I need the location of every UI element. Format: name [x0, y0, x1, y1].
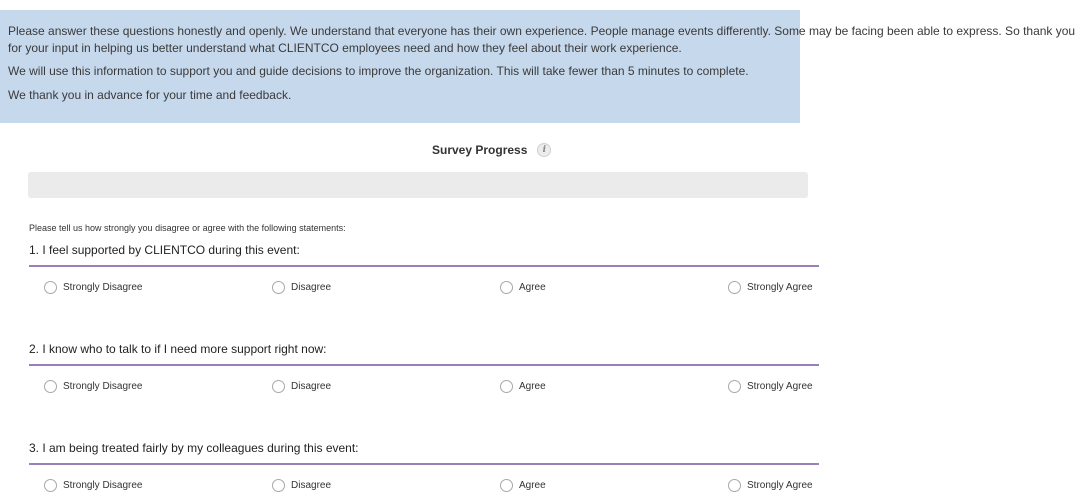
info-icon[interactable]: i: [537, 143, 551, 157]
option-disagree[interactable]: [272, 380, 331, 393]
option-agree[interactable]: [500, 281, 546, 294]
intro-panel: [0, 10, 1076, 123]
radio-button[interactable]: [272, 380, 285, 393]
radio-button[interactable]: [500, 380, 513, 393]
radio-button[interactable]: [500, 479, 513, 492]
option-strongly-agree[interactable]: [728, 281, 813, 294]
radio-button[interactable]: [728, 479, 741, 492]
option-label: Agree: [519, 480, 546, 491]
question-1: [29, 243, 819, 301]
option-label: Strongly Agree: [747, 282, 813, 293]
option-disagree[interactable]: [272, 281, 331, 294]
radio-button[interactable]: [44, 479, 57, 492]
option-strongly-disagree[interactable]: [44, 281, 142, 294]
intro-paragraph-1: Please answer these questions honestly and openly. We understand that everyone has their own experience. People manage events differently. Some may be facing been able to express. So thank you for your input in helping us better understand what CLIENTCO employees need and how they feel about their work experience.: [8, 24, 1076, 55]
question-title: 1. I feel supported by CLIENTCO during this event:: [29, 243, 819, 267]
option-strongly-agree[interactable]: [728, 479, 813, 492]
question-title: 3. I am being treated fairly by my colleagues during this event:: [29, 441, 819, 465]
question-title: 2. I know who to talk to if I need more support right now:: [29, 342, 819, 366]
answer-options: [29, 281, 819, 301]
intro-paragraph-3: We thank you in advance for your time and feedback.: [8, 88, 292, 102]
option-label: Strongly Disagree: [63, 381, 143, 392]
option-strongly-disagree[interactable]: [44, 380, 142, 393]
option-label: Strongly Disagree: [63, 480, 143, 491]
option-agree[interactable]: [500, 479, 546, 492]
option-label: Disagree: [291, 381, 332, 392]
question-2: [29, 342, 819, 400]
intro-paragraph-2: We will use this information to support you and guide decisions to improve the organization. This will take fewer than 5 minutes to complete.: [8, 64, 749, 78]
option-label: Disagree: [291, 480, 332, 491]
question-3: [29, 441, 819, 499]
option-label: Agree: [519, 381, 546, 392]
option-label: Strongly Agree: [747, 381, 813, 392]
radio-button[interactable]: [44, 281, 57, 294]
radio-button[interactable]: [272, 479, 285, 492]
radio-button[interactable]: [44, 380, 57, 393]
survey-progress-label: Survey Progress: [432, 143, 528, 157]
option-label: Strongly Disagree: [63, 282, 143, 293]
option-label: Strongly Agree: [747, 480, 813, 491]
option-disagree[interactable]: [272, 479, 331, 492]
option-strongly-agree[interactable]: [728, 380, 813, 393]
radio-button[interactable]: [728, 281, 741, 294]
survey-progress-header: [432, 143, 551, 157]
option-strongly-disagree[interactable]: [44, 479, 142, 492]
radio-button[interactable]: [728, 380, 741, 393]
option-label: Agree: [519, 282, 546, 293]
option-label: Disagree: [291, 282, 332, 293]
survey-progress-bar: [28, 172, 808, 198]
answer-options: [29, 380, 819, 400]
instructions-text: Please tell us how strongly you disagree or agree with the following statements:: [29, 223, 346, 233]
radio-button[interactable]: [500, 281, 513, 294]
option-agree[interactable]: [500, 380, 546, 393]
answer-options: [29, 479, 819, 499]
radio-button[interactable]: [272, 281, 285, 294]
